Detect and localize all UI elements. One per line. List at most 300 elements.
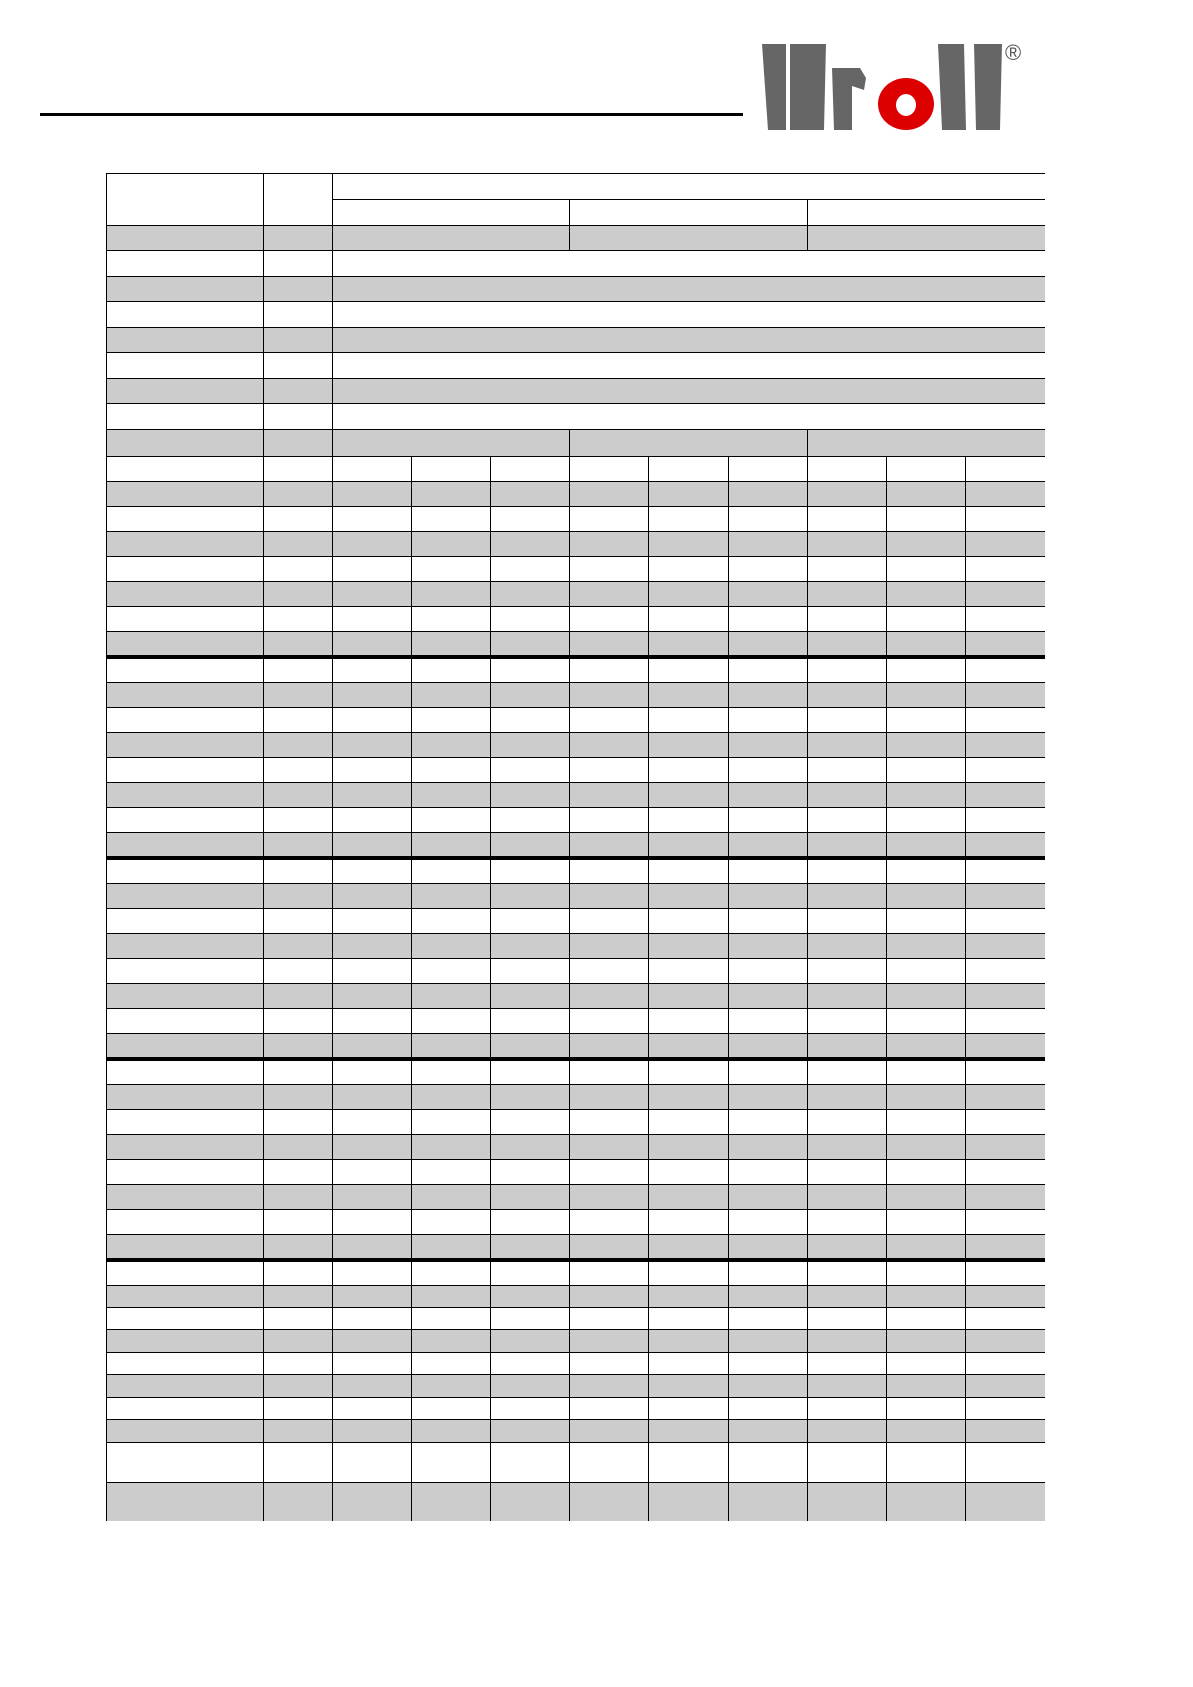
value-cell <box>808 1443 887 1483</box>
value-cell <box>333 1398 412 1420</box>
row-label-cell <box>107 858 264 884</box>
value-cell <box>491 1420 570 1443</box>
value-cell <box>570 984 649 1009</box>
row-unit-cell <box>264 1260 333 1286</box>
value-cell <box>649 783 729 808</box>
value-cell <box>887 1185 966 1210</box>
row-unit-cell <box>264 1085 333 1110</box>
value-cell <box>333 507 412 532</box>
value-cell <box>966 607 1046 632</box>
value-cell <box>412 1443 491 1483</box>
row-unit-cell <box>264 657 333 683</box>
value-cell <box>887 1330 966 1353</box>
row-label-cell <box>107 1235 264 1260</box>
section-separator <box>106 1057 1045 1061</box>
value-cell <box>729 758 808 783</box>
value-cell <box>808 909 887 934</box>
value-cell <box>412 1085 491 1110</box>
value-cell <box>333 1443 412 1483</box>
value-cell <box>887 1375 966 1398</box>
value-cell <box>887 1085 966 1110</box>
value-cell <box>887 1059 966 1085</box>
value-cell <box>412 1160 491 1185</box>
value-cell <box>729 683 808 708</box>
value-cell <box>649 708 729 733</box>
value-cell <box>729 1483 808 1522</box>
row-label-cell <box>107 226 264 251</box>
value-cell <box>649 1059 729 1085</box>
kroll-logo <box>762 40 1024 130</box>
value-cell <box>491 783 570 808</box>
value-cell <box>333 783 412 808</box>
row-unit-cell <box>264 683 333 708</box>
value-cell <box>966 683 1046 708</box>
value-cell <box>333 607 412 632</box>
row-label-cell <box>107 1483 264 1522</box>
value-cell <box>729 1353 808 1375</box>
row-label-cell <box>107 277 264 302</box>
value-cell <box>570 1353 649 1375</box>
value-cell <box>570 507 649 532</box>
value-cell <box>570 1286 649 1308</box>
value-cell <box>570 1210 649 1235</box>
value-cell <box>333 1085 412 1110</box>
value-cell <box>333 683 412 708</box>
row-label-cell <box>107 1110 264 1135</box>
row-label-cell <box>107 404 264 430</box>
value-cell <box>649 657 729 683</box>
value-cell <box>412 1009 491 1034</box>
row-unit-cell <box>264 984 333 1009</box>
value-cell <box>966 1009 1046 1034</box>
row-unit-cell <box>264 277 333 302</box>
row-unit-cell <box>264 1160 333 1185</box>
row-label-cell <box>107 708 264 733</box>
value-cell <box>966 783 1046 808</box>
value-cell <box>649 557 729 582</box>
value-cell <box>570 909 649 934</box>
value-cell <box>412 909 491 934</box>
value-cell <box>887 1210 966 1235</box>
value-cell <box>729 1160 808 1185</box>
value-cell <box>412 1185 491 1210</box>
value-cell <box>333 1260 412 1286</box>
value-cell <box>649 1085 729 1110</box>
value-cell <box>808 808 887 833</box>
value-cell <box>729 482 808 507</box>
row-unit-cell <box>264 632 333 657</box>
row-unit-cell <box>264 909 333 934</box>
value-cell <box>887 1235 966 1260</box>
value-cell <box>570 1034 649 1059</box>
value-cell <box>808 1160 887 1185</box>
row-label-cell <box>107 934 264 959</box>
value-cell <box>570 1260 649 1286</box>
value-cell <box>570 1420 649 1443</box>
value-cell <box>887 934 966 959</box>
value-cell <box>808 1420 887 1443</box>
value-cell <box>649 1308 729 1330</box>
value-cell <box>570 1483 649 1522</box>
value-cell <box>966 482 1046 507</box>
value-cell <box>491 884 570 909</box>
value-cell <box>412 532 491 557</box>
group-span-cell <box>808 226 1046 251</box>
value-cell <box>333 532 412 557</box>
value-cell <box>966 959 1046 984</box>
value-cell <box>887 532 966 557</box>
value-cell <box>570 1085 649 1110</box>
row-label-cell <box>107 959 264 984</box>
value-cell <box>491 909 570 934</box>
row-label-cell <box>107 507 264 532</box>
value-cell <box>649 733 729 758</box>
value-cell <box>966 632 1046 657</box>
value-cell <box>491 683 570 708</box>
value-cell <box>887 1353 966 1375</box>
value-cell <box>729 1210 808 1235</box>
value-cell <box>966 909 1046 934</box>
value-cell <box>729 1185 808 1210</box>
value-cell <box>649 1353 729 1375</box>
value-cell <box>729 1009 808 1034</box>
value-cell <box>887 632 966 657</box>
value-cell <box>808 1059 887 1085</box>
row-label-cell <box>107 457 264 482</box>
value-cell <box>887 482 966 507</box>
row-unit-cell <box>264 404 333 430</box>
group-span-cell <box>333 430 570 457</box>
value-cell <box>649 1009 729 1034</box>
row-label-cell <box>107 984 264 1009</box>
value-cell <box>649 632 729 657</box>
row-label-cell <box>107 1260 264 1286</box>
row-unit-cell <box>264 557 333 582</box>
value-cell <box>412 582 491 607</box>
row-label-cell <box>107 557 264 582</box>
value-cell <box>412 758 491 783</box>
value-cell <box>491 1353 570 1375</box>
value-cell <box>808 1085 887 1110</box>
value-cell <box>333 1483 412 1522</box>
value-cell <box>729 1375 808 1398</box>
value-cell <box>887 557 966 582</box>
value-cell <box>649 1160 729 1185</box>
value-cell <box>729 457 808 482</box>
value-cell <box>412 1398 491 1420</box>
value-cell <box>966 1308 1046 1330</box>
value-cell <box>570 733 649 758</box>
value-cell <box>887 1135 966 1160</box>
row-unit-cell <box>264 1330 333 1353</box>
value-cell <box>887 457 966 482</box>
value-cell <box>491 1398 570 1420</box>
value-cell <box>808 984 887 1009</box>
value-cell <box>412 1135 491 1160</box>
value-cell <box>570 482 649 507</box>
value-cell <box>649 1483 729 1522</box>
value-cell <box>491 557 570 582</box>
value-cell <box>491 1185 570 1210</box>
value-cell <box>649 1420 729 1443</box>
header-rule <box>40 113 743 116</box>
value-cell <box>412 708 491 733</box>
value-cell <box>570 934 649 959</box>
row-label-cell <box>107 657 264 683</box>
value-cell <box>649 833 729 858</box>
value-cell <box>808 1353 887 1375</box>
value-cell <box>808 708 887 733</box>
value-cell <box>729 733 808 758</box>
row-label-cell <box>107 683 264 708</box>
value-cell <box>729 783 808 808</box>
value-cell <box>333 1420 412 1443</box>
value-cell <box>649 1443 729 1483</box>
value-cell <box>412 1235 491 1260</box>
value-cell <box>966 457 1046 482</box>
value-cell <box>570 532 649 557</box>
value-cell <box>966 884 1046 909</box>
value-cell <box>412 959 491 984</box>
value-cell <box>570 884 649 909</box>
value-cell <box>808 758 887 783</box>
value-cell <box>491 833 570 858</box>
row-unit-cell <box>264 708 333 733</box>
row-unit-cell <box>264 482 333 507</box>
value-cell <box>333 959 412 984</box>
value-cell <box>966 984 1046 1009</box>
value-cell <box>491 1160 570 1185</box>
value-cell <box>570 1398 649 1420</box>
value-cell <box>966 1034 1046 1059</box>
value-cell <box>491 1085 570 1110</box>
value-cell <box>649 1260 729 1286</box>
value-cell <box>333 1235 412 1260</box>
value-cell <box>333 833 412 858</box>
value-cell <box>966 1483 1046 1522</box>
header-group-cell <box>333 174 1046 200</box>
value-cell <box>729 1286 808 1308</box>
value-cell <box>887 783 966 808</box>
row-label-cell <box>107 328 264 353</box>
value-cell <box>649 607 729 632</box>
value-cell <box>649 1375 729 1398</box>
row-unit-cell <box>264 430 333 457</box>
value-cell <box>333 582 412 607</box>
row-label-cell <box>107 1353 264 1375</box>
value-cell <box>491 457 570 482</box>
value-cell <box>808 1034 887 1059</box>
row-label-cell <box>107 758 264 783</box>
value-cell <box>412 1483 491 1522</box>
value-cell <box>333 1210 412 1235</box>
value-cell <box>333 1009 412 1034</box>
value-cell <box>333 858 412 884</box>
value-cell <box>649 507 729 532</box>
row-unit-cell <box>264 507 333 532</box>
header-unit-cell <box>264 174 333 226</box>
value-cell <box>966 833 1046 858</box>
value-cell <box>649 482 729 507</box>
value-cell <box>808 457 887 482</box>
value-cell <box>808 1235 887 1260</box>
value-cell <box>412 808 491 833</box>
group-span-cell <box>333 226 570 251</box>
value-cell <box>649 1286 729 1308</box>
value-cell <box>729 1085 808 1110</box>
row-label-cell <box>107 1398 264 1420</box>
value-cell <box>412 1308 491 1330</box>
value-cell <box>966 1420 1046 1443</box>
value-cell <box>333 457 412 482</box>
value-cell <box>729 532 808 557</box>
logo-letter-k-arm <box>790 44 826 130</box>
value-cell <box>412 934 491 959</box>
value-cell <box>649 1235 729 1260</box>
value-cell <box>808 632 887 657</box>
value-cell <box>491 632 570 657</box>
value-cell <box>808 1330 887 1353</box>
value-cell <box>966 1260 1046 1286</box>
row-label-cell <box>107 884 264 909</box>
value-cell <box>808 582 887 607</box>
registered-trademark: ® <box>1005 40 1022 65</box>
value-cell <box>808 1483 887 1522</box>
value-cell <box>966 733 1046 758</box>
value-cell <box>412 1286 491 1308</box>
value-cell <box>333 884 412 909</box>
value-cell <box>570 783 649 808</box>
value-cell <box>570 1185 649 1210</box>
value-cell <box>887 657 966 683</box>
row-label-cell <box>107 783 264 808</box>
value-cell <box>729 934 808 959</box>
section-separator <box>106 856 1045 860</box>
value-cell <box>333 1330 412 1353</box>
value-cell <box>491 1009 570 1034</box>
value-cell <box>729 884 808 909</box>
row-label-cell <box>107 808 264 833</box>
value-cell <box>808 959 887 984</box>
value-cell <box>412 482 491 507</box>
value-cell <box>966 1135 1046 1160</box>
header-subgroup-cell <box>333 200 570 226</box>
row-unit-cell <box>264 959 333 984</box>
value-cell <box>570 657 649 683</box>
value-cell <box>412 1059 491 1085</box>
value-cell <box>649 683 729 708</box>
merged-value-cell <box>333 251 1046 277</box>
value-cell <box>808 1286 887 1308</box>
row-label-cell <box>107 1375 264 1398</box>
row-unit-cell <box>264 457 333 482</box>
value-cell <box>649 1110 729 1135</box>
value-cell <box>649 1330 729 1353</box>
value-cell <box>412 1375 491 1398</box>
value-cell <box>491 1210 570 1235</box>
value-cell <box>966 532 1046 557</box>
value-cell <box>333 1059 412 1085</box>
value-cell <box>808 1308 887 1330</box>
value-cell <box>966 1286 1046 1308</box>
value-cell <box>333 1135 412 1160</box>
value-cell <box>887 1260 966 1286</box>
row-unit-cell <box>264 884 333 909</box>
value-cell <box>887 708 966 733</box>
value-cell <box>966 1110 1046 1135</box>
value-cell <box>649 1034 729 1059</box>
value-cell <box>808 858 887 884</box>
value-cell <box>491 607 570 632</box>
value-cell <box>887 1420 966 1443</box>
value-cell <box>649 582 729 607</box>
row-unit-cell <box>264 1110 333 1135</box>
value-cell <box>966 1185 1046 1210</box>
value-cell <box>649 1185 729 1210</box>
value-cell <box>333 482 412 507</box>
row-unit-cell <box>264 607 333 632</box>
value-cell <box>412 833 491 858</box>
value-cell <box>491 1110 570 1135</box>
value-cell <box>570 582 649 607</box>
value-cell <box>412 1110 491 1135</box>
value-cell <box>729 1330 808 1353</box>
value-cell <box>491 1286 570 1308</box>
row-unit-cell <box>264 1443 333 1483</box>
row-unit-cell <box>264 1286 333 1308</box>
row-unit-cell <box>264 532 333 557</box>
value-cell <box>649 1398 729 1420</box>
value-cell <box>333 909 412 934</box>
row-label-cell <box>107 1160 264 1185</box>
value-cell <box>649 959 729 984</box>
value-cell <box>966 1375 1046 1398</box>
value-cell <box>966 758 1046 783</box>
value-cell <box>491 1034 570 1059</box>
header-subgroup-cell <box>808 200 1046 226</box>
value-cell <box>966 934 1046 959</box>
value-cell <box>412 984 491 1009</box>
value-cell <box>966 657 1046 683</box>
row-unit-cell <box>264 733 333 758</box>
row-label-cell <box>107 379 264 404</box>
value-cell <box>887 507 966 532</box>
value-cell <box>412 1034 491 1059</box>
value-cell <box>808 1110 887 1135</box>
value-cell <box>649 858 729 884</box>
value-cell <box>808 683 887 708</box>
value-cell <box>333 1160 412 1185</box>
value-cell <box>729 582 808 607</box>
row-unit-cell <box>264 226 333 251</box>
value-cell <box>729 858 808 884</box>
value-cell <box>966 1085 1046 1110</box>
value-cell <box>808 1375 887 1398</box>
value-cell <box>729 1308 808 1330</box>
value-cell <box>966 1210 1046 1235</box>
group-span-cell <box>570 226 808 251</box>
row-label-cell <box>107 909 264 934</box>
value-cell <box>729 657 808 683</box>
value-cell <box>729 1034 808 1059</box>
row-unit-cell <box>264 1034 333 1059</box>
merged-value-cell <box>333 277 1046 302</box>
value-cell <box>333 934 412 959</box>
row-unit-cell <box>264 1235 333 1260</box>
row-label-cell <box>107 1308 264 1330</box>
row-label-cell <box>107 1420 264 1443</box>
value-cell <box>412 733 491 758</box>
